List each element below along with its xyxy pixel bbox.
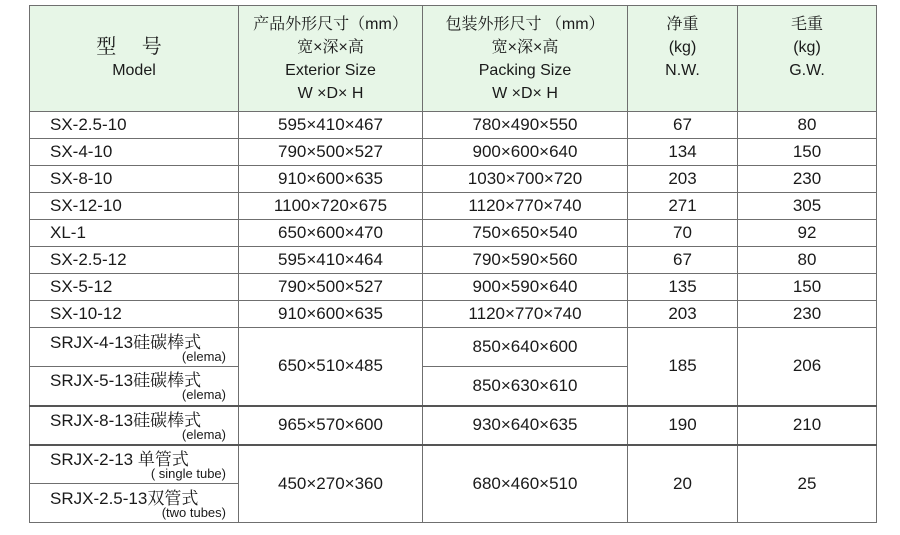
model-name: SRJX-4-13硅碳棒式	[50, 332, 202, 352]
model-name: SRJX-5-13硅碳棒式	[50, 371, 202, 391]
model-subtitle: (elema)	[181, 387, 226, 403]
model-cell	[30, 406, 239, 445]
spec-table	[29, 5, 877, 523]
nw-cell: 203	[628, 301, 738, 328]
packing-cell: 1120×770×740	[423, 301, 628, 328]
table-row	[30, 406, 877, 445]
packing-cell: 1030×700×720	[423, 166, 628, 193]
packing-cell: 850×640×600	[423, 328, 628, 367]
exterior-cell: 1100×720×675	[239, 193, 423, 220]
nw-cell: 20	[628, 445, 738, 523]
model-cell	[30, 367, 239, 406]
exterior-cell: 910×600×635	[239, 166, 423, 193]
exterior-cell: 450×270×360	[239, 445, 423, 523]
packing-cell: 680×460×510	[423, 445, 628, 523]
header-row	[30, 6, 877, 112]
packing-cell: 780×490×550	[423, 112, 628, 139]
packing-cell: 1120×770×740	[423, 193, 628, 220]
model-subtitle: ( single tube)	[150, 465, 226, 481]
nw-cell: 70	[628, 220, 738, 247]
table-row	[30, 301, 877, 328]
packing-header-cn: 包装外形尺寸 （mm）	[445, 15, 605, 33]
gw-cell: 206	[738, 328, 877, 406]
nw-cell: 185	[628, 328, 738, 406]
nw-cell: 135	[628, 274, 738, 301]
gw-header-cn: 毛重	[790, 15, 823, 33]
table-row	[30, 274, 877, 301]
table-row	[30, 193, 877, 220]
exterior-cell: 650×600×470	[239, 220, 423, 247]
exterior-header-en: Exterior Size	[285, 61, 376, 79]
gw-header	[738, 6, 877, 112]
table-row	[30, 166, 877, 193]
exterior-cell: 965×570×600	[239, 406, 423, 445]
model-cell: SX-12-10	[30, 193, 239, 220]
packing-cell: 900×590×640	[423, 274, 628, 301]
model-name: SRJX-2.5-13双管式	[50, 488, 199, 508]
packing-header-cn2: 宽×深×高	[491, 38, 559, 56]
nw-cell: 203	[628, 166, 738, 193]
model-header-en: Model	[112, 61, 156, 79]
nw-header	[628, 6, 738, 112]
gw-cell: 230	[738, 166, 877, 193]
table-row	[30, 445, 877, 484]
table-row	[30, 247, 877, 274]
model-cell: XL-1	[30, 220, 239, 247]
exterior-header	[239, 6, 423, 112]
model-cell: SX-2.5-12	[30, 247, 239, 274]
gw-cell: 80	[738, 112, 877, 139]
nw-cell: 134	[628, 139, 738, 166]
packing-cell: 750×650×540	[423, 220, 628, 247]
table-row	[30, 220, 877, 247]
exterior-cell: 595×410×467	[239, 112, 423, 139]
exterior-header-cn2: 宽×深×高	[297, 38, 364, 56]
table-row	[30, 139, 877, 166]
nw-header-unit: (kg)	[668, 38, 697, 56]
nw-header-cn: 净重	[666, 15, 699, 33]
packing-header-dims: W ×D× H	[492, 84, 558, 102]
table-row	[30, 112, 877, 139]
model-cell	[30, 445, 239, 484]
exterior-cell: 595×410×464	[239, 247, 423, 274]
gw-header-en: G.W.	[789, 61, 825, 79]
nw-cell: 190	[628, 406, 738, 445]
nw-cell: 271	[628, 193, 738, 220]
gw-cell: 150	[738, 139, 877, 166]
model-header-cn: 型 号	[96, 35, 172, 58]
model-cell: SX-10-12	[30, 301, 239, 328]
exterior-header-cn: 产品外形尺寸（mm）	[253, 15, 408, 33]
nw-header-en: N.W.	[665, 61, 700, 79]
model-subtitle: (two tubes)	[161, 504, 226, 520]
model-name: SRJX-2-13 单管式	[50, 449, 189, 469]
model-cell	[30, 484, 239, 523]
gw-cell: 25	[738, 445, 877, 523]
exterior-cell: 790×500×527	[239, 274, 423, 301]
nw-cell: 67	[628, 112, 738, 139]
nw-cell: 67	[628, 247, 738, 274]
packing-cell: 850×630×610	[423, 367, 628, 406]
gw-cell: 230	[738, 301, 877, 328]
model-cell	[30, 328, 239, 367]
model-cell: SX-5-12	[30, 274, 239, 301]
packing-header-en: Packing Size	[478, 61, 572, 79]
model-cell: SX-8-10	[30, 166, 239, 193]
model-name: SRJX-8-13硅碳棒式	[50, 410, 202, 430]
model-cell: SX-4-10	[30, 139, 239, 166]
gw-cell: 80	[738, 247, 877, 274]
model-cell: SX-2.5-10	[30, 112, 239, 139]
packing-cell: 900×600×640	[423, 139, 628, 166]
gw-cell: 92	[738, 220, 877, 247]
table-row	[30, 328, 877, 367]
gw-cell: 150	[738, 274, 877, 301]
exterior-cell: 790×500×527	[239, 139, 423, 166]
packing-cell: 790×590×560	[423, 247, 628, 274]
gw-header-unit: (kg)	[793, 38, 821, 56]
exterior-header-dims: W ×D× H	[297, 84, 364, 102]
model-subtitle: (elema)	[181, 426, 226, 442]
gw-cell: 305	[738, 193, 877, 220]
packing-header	[423, 6, 628, 112]
packing-cell: 930×640×635	[423, 406, 628, 445]
model-subtitle: (elema)	[181, 348, 226, 364]
exterior-cell: 910×600×635	[239, 301, 423, 328]
gw-cell: 210	[738, 406, 877, 445]
model-header	[30, 6, 239, 112]
exterior-cell: 650×510×485	[239, 328, 423, 406]
